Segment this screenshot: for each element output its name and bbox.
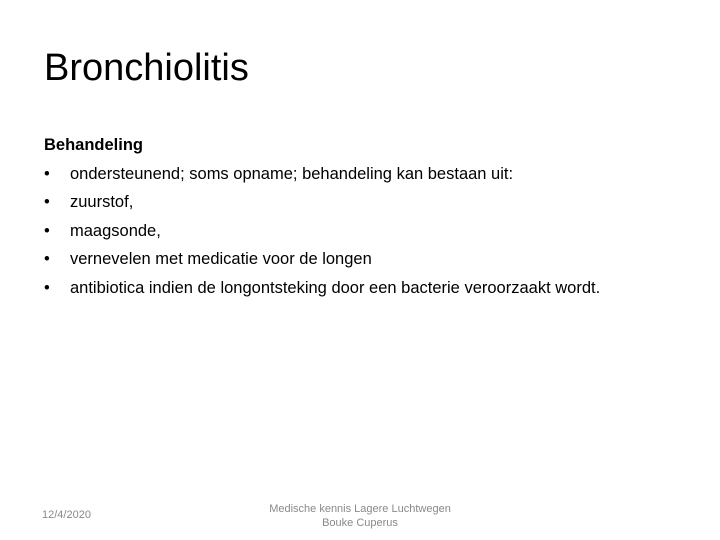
- footer-text: [250, 502, 470, 530]
- section-heading: Behandeling: [44, 136, 144, 154]
- bullet-text: maagsonde,: [70, 221, 161, 240]
- footer-author: Bouke Cuperus: [322, 517, 398, 529]
- list-item: [44, 160, 704, 189]
- bullet-text: zuurstof,: [70, 193, 134, 211]
- bullet-list: [44, 160, 704, 303]
- slide-title: Bronchiolitis: [44, 47, 249, 89]
- list-item: [44, 188, 704, 217]
- list-item: [44, 217, 704, 246]
- bullet-icon: •: [44, 221, 50, 240]
- bullet-icon: •: [44, 193, 50, 211]
- bullet-icon: •: [44, 164, 50, 183]
- bullet-text: ondersteunend; soms opname; behandeling kan bestaan uit:: [70, 164, 514, 183]
- bullet-text: antibiotica indien de longontsteking door een bacterie veroorzaakt wordt.: [70, 278, 601, 297]
- list-item: [44, 274, 704, 303]
- footer-date: 12/4/2020: [42, 509, 91, 521]
- list-item: [44, 245, 704, 274]
- slide-content: [44, 131, 704, 302]
- footer-course: Medische kennis Lagere Luchtwegen: [269, 503, 451, 515]
- bullet-text: vernevelen met medicatie voor de longen: [70, 250, 372, 268]
- bullet-icon: •: [44, 250, 50, 268]
- bullet-icon: •: [44, 278, 50, 297]
